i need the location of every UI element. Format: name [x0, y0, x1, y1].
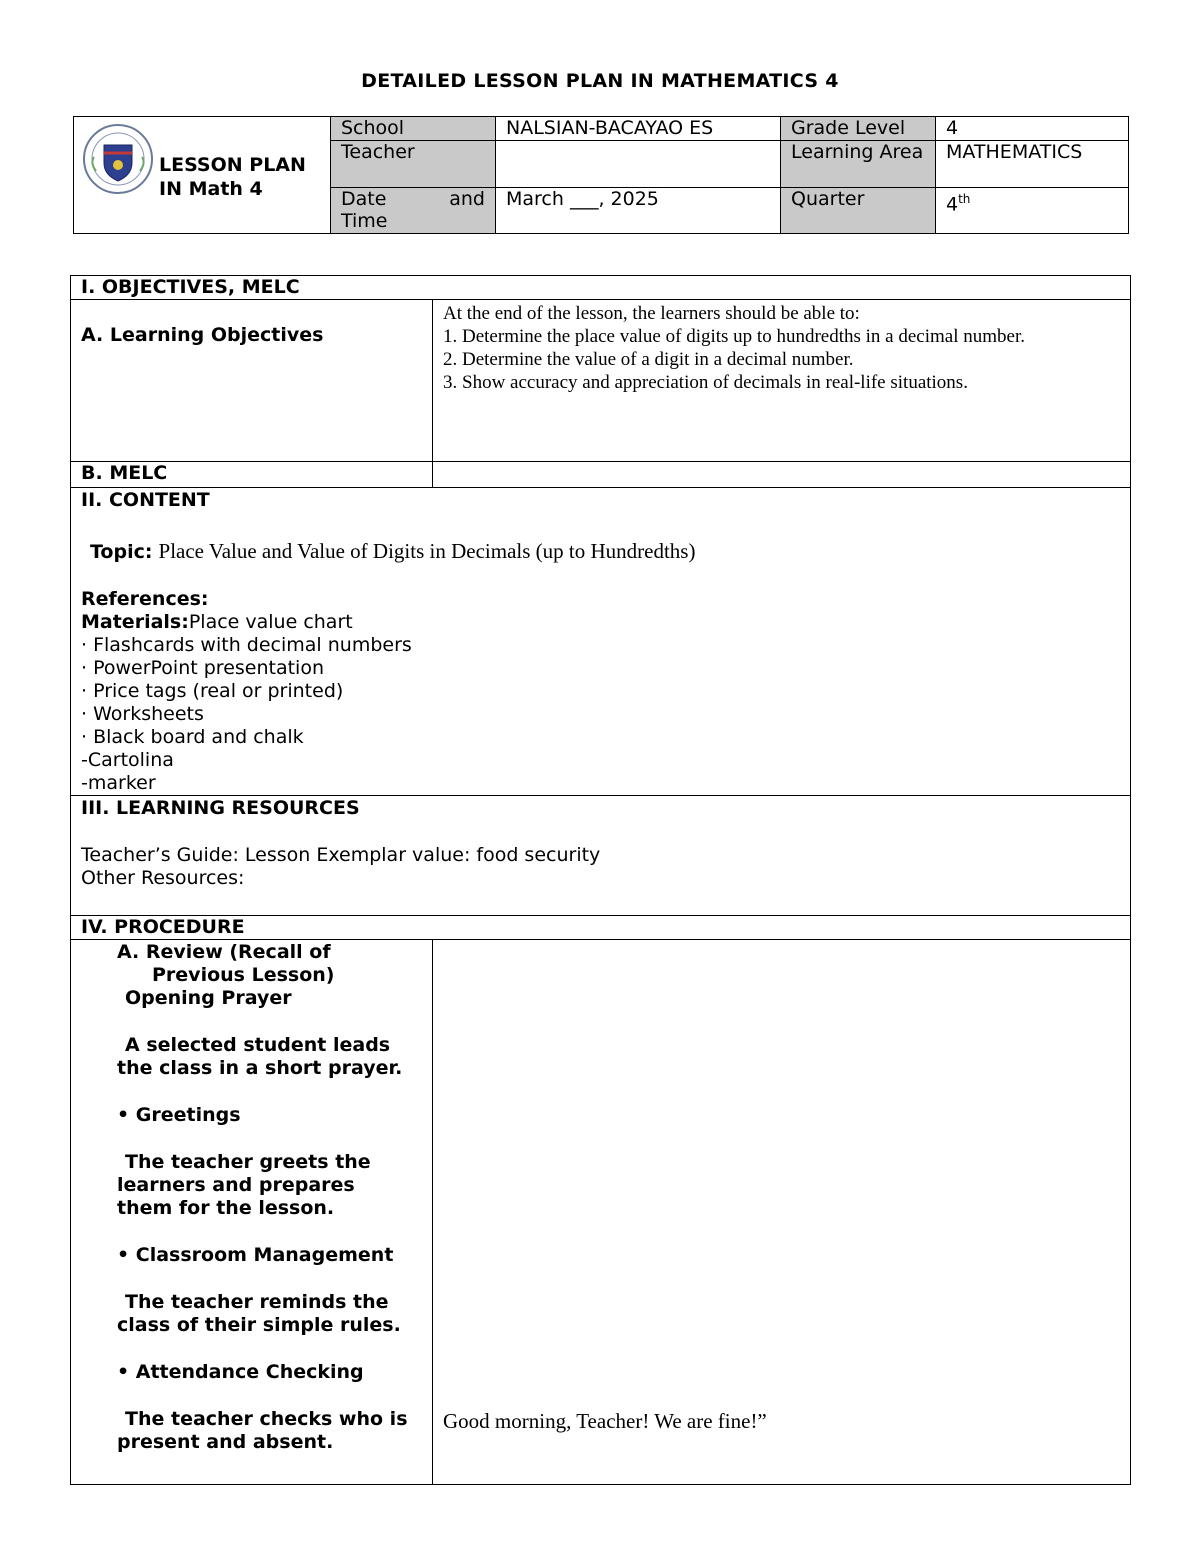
- greet-desc-3: them for the lesson.: [117, 1197, 335, 1219]
- objectives-intro: At the end of the lesson, the learners should be able to:: [443, 303, 860, 324]
- procedure-responses: [433, 940, 1131, 1485]
- document-title: DETAILED LESSON PLAN IN MATHEMATICS 4: [361, 70, 839, 92]
- procedure-heading: IV. PROCEDURE: [71, 916, 1131, 940]
- learning-area-label: Learning Area: [781, 141, 936, 187]
- grade-level-label: Grade Level: [781, 117, 936, 141]
- quarter-suffix: th: [958, 191, 971, 206]
- material-item: · PowerPoint presentation: [81, 657, 325, 679]
- student-response: Good morning, Teacher! We are fine!”: [443, 1409, 767, 1433]
- review-label-1: A. Review (Recall of: [117, 941, 331, 963]
- materials-first: Place value chart: [188, 611, 353, 633]
- date-time-value: March ___, 2025: [496, 187, 781, 233]
- learning-objectives-label: A. Learning Objectives: [71, 300, 433, 462]
- time-word: Time: [341, 209, 388, 232]
- att-desc-1: The teacher checks who is: [125, 1408, 408, 1430]
- materials-label: Materials:: [81, 611, 189, 633]
- header-table: [73, 116, 1129, 234]
- greet-desc-1: The teacher greets the: [125, 1151, 371, 1173]
- teacher-value: [496, 141, 781, 187]
- school-value: NALSIAN-BACAYAO ES: [496, 117, 781, 141]
- material-item: -Cartolina: [81, 749, 174, 771]
- content-heading: II. CONTENT: [81, 489, 210, 511]
- mgmt-desc-1: The teacher reminds the: [125, 1291, 389, 1313]
- material-item: · Worksheets: [81, 703, 204, 725]
- mgmt-desc-2: class of their simple rules.: [117, 1314, 401, 1336]
- deped-seal-icon: [82, 123, 154, 195]
- melc-value: [433, 462, 1131, 488]
- learning-resources-section: [71, 796, 1131, 916]
- material-item: -marker: [81, 772, 156, 794]
- att-desc-2: present and absent.: [117, 1431, 334, 1453]
- quarter-value: [936, 187, 1129, 233]
- review-label-2: Previous Lesson): [152, 964, 335, 986]
- objective-item: 1. Determine the place value of digits up to hundredths in a decimal number.: [443, 326, 1025, 347]
- topic-value: Place Value and Value of Digits in Decimals (up to Hundredths): [158, 539, 696, 563]
- references-label: References:: [81, 588, 209, 610]
- material-item: · Black board and chalk: [81, 726, 304, 748]
- objectives-heading: I. OBJECTIVES, MELC: [71, 276, 1131, 300]
- date-word: Date: [341, 187, 387, 210]
- teachers-guide: Teacher’s Guide: Lesson Exemplar value: food security: [81, 844, 601, 866]
- melc-label: B. MELC: [71, 462, 433, 488]
- objective-item: 3. Show accuracy and appreciation of decimals in real-life situations.: [443, 372, 968, 393]
- lesson-plan-title-1: LESSON PLAN: [159, 154, 306, 176]
- learning-resources-heading: III. LEARNING RESOURCES: [81, 797, 360, 819]
- learning-objectives-content: [433, 300, 1131, 462]
- material-item: · Price tags (real or printed): [81, 680, 344, 702]
- logo-cell: [74, 117, 331, 234]
- topic-line: [81, 540, 1120, 564]
- procedure-steps: [71, 940, 433, 1485]
- opening-prayer-label: Opening Prayer: [125, 987, 292, 1009]
- classroom-management-label: • Classroom Management: [117, 1244, 394, 1266]
- quarter-label: Quarter: [781, 187, 936, 233]
- greet-desc-2: learners and prepares: [117, 1174, 355, 1196]
- teacher-label: Teacher: [331, 141, 496, 187]
- grade-level-value: 4: [936, 117, 1129, 141]
- greetings-label: • Greetings: [117, 1104, 241, 1126]
- learning-area-value: MATHEMATICS: [936, 141, 1129, 187]
- topic-label: Topic:: [90, 541, 153, 563]
- lesson-plan-title-2: IN Math 4: [159, 178, 263, 200]
- school-label: School: [331, 117, 496, 141]
- prayer-desc-1: A selected student leads: [125, 1034, 391, 1056]
- material-item: · Flashcards with decimal numbers: [81, 634, 412, 656]
- materials-line: [81, 611, 1120, 634]
- main-table: [70, 275, 1131, 1485]
- attendance-label: • Attendance Checking: [117, 1361, 364, 1383]
- content-section: [71, 488, 1131, 796]
- date-time-label: [331, 187, 496, 233]
- quarter-number: 4: [946, 192, 959, 215]
- and-word: and: [449, 187, 485, 210]
- other-resources: Other Resources:: [81, 867, 245, 889]
- objective-item: 2. Determine the value of a digit in a decimal number.: [443, 349, 854, 370]
- prayer-desc-2: the class in a short prayer.: [117, 1057, 403, 1079]
